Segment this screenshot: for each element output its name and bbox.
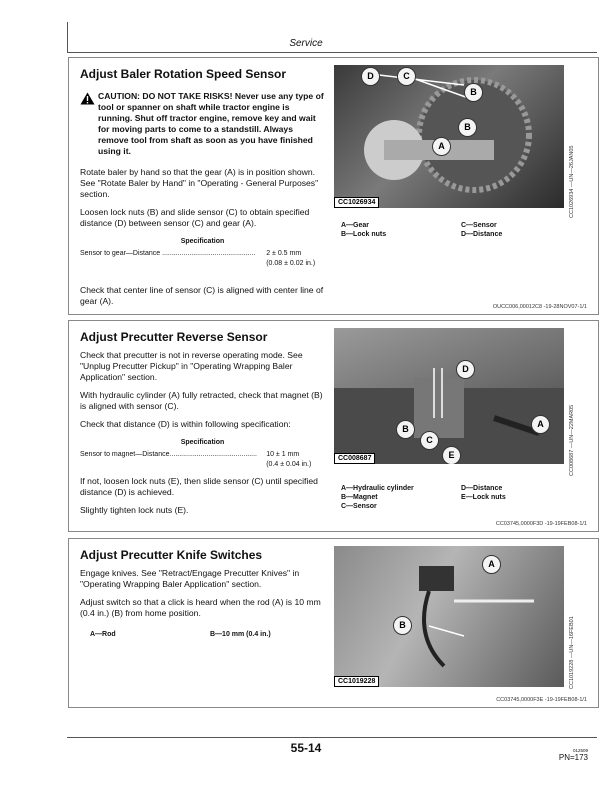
page-pn-text: PN=173 [558,753,588,762]
callout-c: C [420,431,439,450]
legend [90,630,330,639]
spec-value-imperial: (0.4 ± 0.04 in.) [266,461,312,468]
callout-b: B [458,118,477,137]
callout-d: D [361,67,380,86]
legend-item: C—Sensor [341,503,377,510]
section-precutter-reverse-sensor [68,320,599,532]
spec-value-imperial: (0.08 ± 0.02 in.) [266,260,316,267]
callout-c: C [397,67,416,86]
caution-text: CAUTION: DO NOT TAKE RISKS! Never use any type of tool or spanner on shaft while tractor engine is running. Shut off tractor engine, remove key and wait for moving parts to come to a standstill. Always remove tool from shaft as soon as you have finished using it. [98,91,324,156]
paragraph: Engage knives. See "Retract/Engage Precutter Knives" in "Operating Wrapping Baler Application" section. [80,568,300,589]
paragraph: Check that distance (D) is within following specification: [80,419,291,429]
image-ref: CC1019228 —UN—16FEB01 [569,616,575,689]
paragraph: If not, loosen lock nuts (E), then slide sensor (C) until specified distance (D) is achieved. [80,476,318,497]
photo-knife-switches [334,546,564,687]
image-code: CC1026934 [334,197,379,208]
section-body [80,91,325,314]
legend-item: A—Hydraulic cylinder [341,485,414,492]
header-title: Service [289,38,323,49]
section-rotation-speed-sensor [68,57,599,315]
callout-e: E [442,446,461,464]
page-pn [559,748,588,762]
callout-a: A [531,415,550,434]
legend-item: B—Magnet [341,494,378,501]
section-title: Adjust Baler Rotation Speed Sensor [80,67,287,81]
photo-reverse-sensor [334,328,564,464]
paragraph: Adjust switch so that a click is heard when the rod (A) is 10 mm (0.4 in.) (B) from home position. [80,597,321,618]
photo-gear-sensor [334,65,564,208]
legend-item: D—Distance [461,231,503,238]
spec-value: 2 ± 0.5 mm [266,250,302,257]
section-footer: OUCC006,00012C8 -19-28NOV07-1/1 [492,304,587,310]
section-title: Adjust Precutter Knife Switches [80,548,263,562]
section-footer: CC03745,0000F3D -19-19FEB08-1/1 [495,521,587,527]
section-footer: CC03745,0000F3E -19-19FEB08-1/1 [496,697,587,703]
warning-icon [80,92,95,105]
page-small-code: 012509 [572,748,588,753]
section-title: Adjust Precutter Reverse Sensor [80,330,268,344]
legend-item: E—Lock nuts [461,494,506,501]
spec-row-alt [80,259,325,269]
page-number: 55-14 [290,741,322,755]
paragraph: With hydraulic cylinder (A) fully retracted, check that magnet (B) is aligned with sensor (C). [80,390,323,411]
paragraph: Rotate baler by hand so that the gear (A) is in position shown. See "Rotate Baler by Hand" in "Operating - General Purposes" section. [80,167,319,199]
callout-a: A [432,137,451,156]
legend-item: B—10 mm (0.4 in.) [210,631,271,638]
legend [341,221,581,239]
header-rule [67,52,597,53]
spec-value: 10 ± 1 mm [266,451,300,458]
spec-heading: Specification [180,439,225,446]
callout-b: B [464,83,483,102]
legend-item: A—Gear [341,222,370,229]
callout-b: B [396,420,415,439]
legend-item: D—Distance [461,485,503,492]
callout-a: A [482,555,501,574]
legend-item: C—Sensor [461,222,497,229]
paragraph: Check that center line of sensor (C) is aligned with center line of gear (A). [80,285,324,306]
spec-heading: Specification [180,238,225,245]
spec-row [80,450,325,460]
callout-d: D [456,360,475,379]
paragraph: Loosen lock nuts (B) and slide sensor (C) to obtain specified distance (D) between sensor (C) and gear (A). [80,207,310,228]
section-body [80,350,325,523]
section-precutter-knife-switches [68,538,599,708]
image-ref: CC008687 —UN—22MAR05 [569,404,575,476]
photo-illustration [334,546,564,687]
legend-item: B—Lock nuts [341,231,387,238]
callout-b: B [393,616,412,635]
spec-label: Sensor to magnet—Distance............................................. [80,451,258,458]
paragraph: Check that precutter is not in reverse operating mode. See "Unplug Precutter Pickup" in "Operating Wrapping Baler Application" section. [80,350,303,382]
spec-label: Sensor to gear—Distance ................................................ [80,250,256,257]
section-body [80,568,325,626]
legend-item: A—Rod [90,631,116,638]
caution-block [80,91,325,157]
image-ref: CC1026934 —UN—26JAN05 [569,145,575,218]
paragraph: Slightly tighten lock nuts (E). [80,505,189,515]
image-code: CC1019228 [334,676,379,687]
legend [341,484,581,511]
image-code: CC008687 [334,453,375,464]
footer-rule [67,737,597,738]
photo-illustration [334,328,564,464]
spec-row-alt [80,460,325,470]
photo-illustration [334,65,564,208]
spec-row [80,249,325,259]
